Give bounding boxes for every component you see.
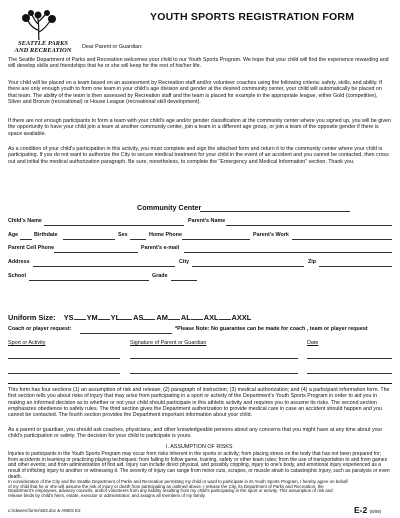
sport-activity-field[interactable] bbox=[8, 358, 120, 359]
date-label: Date bbox=[307, 340, 319, 346]
grade-field[interactable] bbox=[171, 280, 197, 281]
coach-request-label: Coach or player request: bbox=[8, 326, 72, 332]
community-center-field[interactable] bbox=[200, 211, 350, 212]
signature-field[interactable] bbox=[130, 358, 298, 359]
sex-label: Sex bbox=[118, 232, 128, 238]
signature-field-2[interactable] bbox=[130, 373, 298, 374]
form-revision: (9/09) bbox=[369, 509, 382, 514]
logo-wordmark: SEATTLE PARKS AND RECREATION bbox=[14, 40, 72, 54]
address-field[interactable] bbox=[33, 266, 175, 267]
grade-label: Grade bbox=[152, 273, 168, 279]
parent-cell-field[interactable] bbox=[54, 252, 138, 253]
school-label: School bbox=[8, 273, 26, 279]
date-field[interactable] bbox=[307, 358, 392, 359]
release-paragraph-2: As a parent or guardian, you should ask coaches, physicians, and other knowledgeable persons about any concerns that you might have at any time about your child's participation or safety. The decision for your child to participate is yours. bbox=[8, 427, 383, 440]
parents-work-field[interactable] bbox=[292, 239, 392, 240]
form-title: YOUTH SPORTS REGISTRATION FORM bbox=[150, 11, 355, 23]
size-ym[interactable]: YM bbox=[86, 313, 98, 322]
zip-label: Zip bbox=[308, 259, 317, 265]
size-yl[interactable]: YL bbox=[110, 313, 121, 322]
size-as[interactable]: AS bbox=[133, 313, 144, 322]
signature-label: Signature of Parent or Guardian bbox=[130, 340, 207, 346]
intro-paragraph-3: If there are not enough participants to form a team with your child's age and/or gender classification at the community center where you signed up, you will be given the opportunity to have your child join a team at another community center, join a team in a different age group, or join a team of the opposite gender if there is space available. bbox=[8, 118, 391, 137]
zip-field[interactable] bbox=[319, 266, 392, 267]
coach-request-field[interactable] bbox=[80, 333, 172, 334]
row-names bbox=[8, 218, 392, 226]
age-field[interactable] bbox=[20, 239, 32, 240]
uniform-size-row bbox=[8, 313, 251, 322]
city-field[interactable] bbox=[192, 266, 304, 267]
home-phone-label: Home Phone bbox=[149, 232, 182, 238]
sport-activity-field-2[interactable] bbox=[8, 373, 120, 374]
footer-form-code bbox=[354, 505, 381, 515]
form-code: E-2 bbox=[354, 505, 368, 515]
size-ys[interactable]: YS bbox=[63, 313, 74, 322]
parents-email-field[interactable] bbox=[184, 252, 392, 253]
childs-name-label: Child's Name bbox=[8, 218, 42, 224]
row-contact bbox=[8, 245, 392, 253]
parent-cell-label: Parent Cell Phone bbox=[8, 245, 55, 251]
footer-path: u:\rdweercforms\s02.doc & AWES E2 bbox=[8, 508, 81, 513]
parents-work-label: Parent's Work bbox=[253, 232, 289, 238]
size-am[interactable]: AM bbox=[156, 313, 168, 322]
salutation: Dear Parent or Guardian: bbox=[82, 44, 143, 50]
sport-activity-label: Sport or Activity bbox=[8, 340, 46, 346]
release-paragraph-1: This form has four sections (1) an assumption of risk and release; (2) paragraph of instruction; (3) medical authorization; and (4) a participant information form. The first section tells you about risks of injury that may arise from participating in a sport or activity of the Department's Youth Sports Program in order to aid you in making an informed decision as to whether or not your child should participate in this athletic activity and requires you to assume its risks. The second section emphasizes obedience to safety rules. The third section gives the Department authorization to provide medical care in case an accident should happen and you cannot be contacted. The fourth section provides the Department important information about your child. bbox=[8, 387, 390, 419]
size-al[interactable]: AL bbox=[180, 313, 191, 322]
intro-paragraph-1: The Seattle Department of Parks and Recreation welcomes your child to our Youth Sports Program. We hope that your child will find the experience rewarding and will develop skills and friendships that he or she will keep for the rest of his/her life. bbox=[8, 57, 389, 70]
childs-name-field[interactable] bbox=[44, 225, 184, 226]
age-label: Age bbox=[8, 232, 19, 238]
birthdate-label: Birthdate bbox=[34, 232, 58, 238]
row-school bbox=[8, 273, 392, 281]
school-field[interactable] bbox=[29, 280, 149, 281]
release-paragraph-3: Injuries to participants in the Youth Sports Program may occur from risks inherent in the sports or activity; from placing stress on the body that has not been prepared for; from accidents in learning or practicing playing techniques; from failing to follow game, training, safety or other team rules; from the use of transportation to and from games and other events; and from administration of first aid. Injury can include direct physical, and possibly crippling, injury to one's body, and emotional injury experienced as a result of inflicting injury to another or witnessing it. The severity of injury can range from minor cuts, scrapes, or muscle strain to catastrophic injury, such as paralysis or even death. bbox=[8, 451, 390, 480]
intro-paragraph-2: Your child will be placed on a team based on an assessment by Recreation staff and/or volunteer coaches using the following criteria: safety, skills, and ability. If there are only enough youth to form one team in your child's age division and gender at the desired community center, your child will automatically be placed on that team. The ability of the team is then assessed by Recreation staff and the team is placed for example in the appropriate league, either Gold (competitive), Silver and Bronze (recreational) or House League (recreational skill development). bbox=[8, 80, 383, 105]
parents-name-field[interactable] bbox=[226, 225, 392, 226]
section-title-assumption-of-risks: I. ASSUMPTION OF RISKS bbox=[166, 444, 233, 450]
parents-email-label: Parent's e-mail bbox=[141, 245, 180, 251]
birthdate-field[interactable] bbox=[63, 239, 115, 240]
community-center-label: Community Center bbox=[137, 203, 202, 212]
release-paragraph-4: In consideration of the City and the Seattle Department of Parks and Recreation permitting my child or ward to participate in its Youth Sports Program, I hereby agree on behalf of my child that he or she will assume the risk of injury or death from participating as outlined above. I release the City, its Department of Parks and Recreation, the Department's employees, advisory councils, and/or volunteers from any liability resulting from my child's participating in the sport or activity. This assumption of risk and release binds by child's heirs, estate, executor or administrator, and assigns all members of my family. bbox=[8, 479, 348, 498]
section-divider bbox=[8, 383, 392, 384]
address-label: Address bbox=[8, 259, 30, 265]
home-phone-field[interactable] bbox=[182, 239, 250, 240]
uniform-size-label: Uniform Size: bbox=[8, 313, 56, 322]
size-axl[interactable]: AXL bbox=[203, 313, 219, 322]
date-field-2[interactable] bbox=[307, 373, 392, 374]
coach-request-note: *Please Note: No guarantee can be made for coach , team or player request bbox=[175, 326, 368, 332]
row-demographics bbox=[8, 232, 392, 240]
sex-field[interactable] bbox=[130, 239, 146, 240]
city-label: City bbox=[179, 259, 190, 265]
parents-name-label: Parent's Name bbox=[188, 218, 226, 224]
size-axxl[interactable]: AXXL bbox=[231, 313, 252, 322]
intro-paragraph-4: As a condition of your child's participation in this activity, you must complete and sign the attached form and return it to the community center where your child is participating. If you do not want to authorize the City to secure medical treatment for your child in the event of an accident and you cannot be contacted, then cross out and initial the medical authorization paragraph. Be sure, nonetheless, to complete the "Emergency and Medical Information" section. Thank you. bbox=[8, 146, 389, 165]
row-address bbox=[8, 259, 392, 267]
